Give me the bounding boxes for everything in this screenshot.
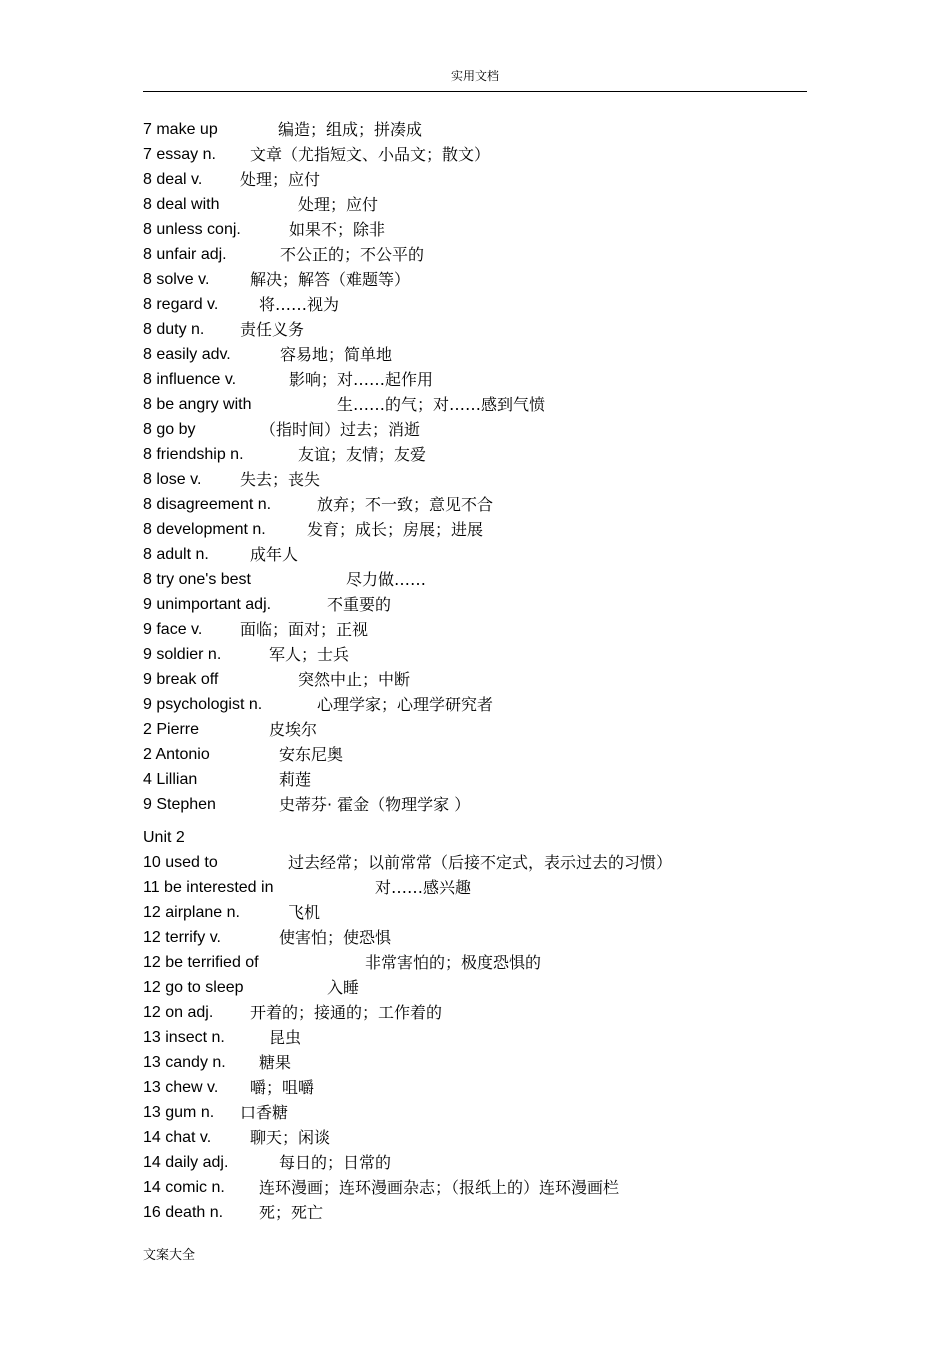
- vocab-meaning: 安东尼奥: [279, 745, 344, 764]
- vocab-meaning: 每日的；日常的: [279, 1153, 392, 1172]
- vocab-term: 9 soldier n.: [143, 646, 222, 663]
- vocab-entry: [143, 717, 843, 742]
- vocab-term: 8 unfair adj.: [143, 246, 227, 263]
- vocab-term: 9 break off: [143, 671, 219, 688]
- vocab-meaning: 解决；解答（难题等）: [250, 270, 411, 289]
- vocab-meaning: 将……视为: [259, 295, 340, 314]
- vocab-term: 16 death n.: [143, 1204, 224, 1221]
- footer-text: 文案大全: [143, 1248, 196, 1263]
- vocab-term: 13 insect n.: [143, 1029, 225, 1046]
- vocab-entry: [143, 1100, 843, 1125]
- vocab-meaning: 嚼；咀嚼: [250, 1078, 315, 1097]
- vocab-entry: [143, 742, 843, 767]
- vocab-entry: [143, 1125, 843, 1150]
- vocab-meaning: 友谊；友情；友爱: [298, 445, 427, 464]
- vocab-entry: [143, 642, 843, 667]
- vocab-entry: [143, 217, 843, 242]
- vocab-entry: [143, 1200, 843, 1225]
- vocab-term: 8 development n.: [143, 521, 266, 538]
- vocab-meaning: 心理学家；心理学研究者: [317, 695, 494, 714]
- unit-heading: [143, 825, 843, 850]
- vocab-meaning: 死；死亡: [259, 1203, 324, 1222]
- vocab-entry: [143, 542, 843, 567]
- vocab-meaning: 放弃；不一致；意见不合: [317, 495, 494, 514]
- vocab-entry: [143, 792, 843, 817]
- vocab-entry: [143, 142, 843, 167]
- vocab-entry: [143, 342, 843, 367]
- vocab-entry: [143, 467, 843, 492]
- vocab-meaning: 文章（尤指短文、小品文；散文）: [250, 145, 491, 164]
- vocab-term: 10 used to: [143, 854, 218, 871]
- vocab-entry: [143, 1175, 843, 1200]
- vocab-term: 8 regard v.: [143, 296, 219, 313]
- vocab-meaning: 连环漫画；连环漫画杂志；（报纸上的）连环漫画栏: [259, 1178, 620, 1197]
- vocab-entry: [143, 367, 843, 392]
- vocab-term: 12 airplane n.: [143, 904, 240, 921]
- vocab-meaning: 飞机: [288, 903, 321, 922]
- vocab-meaning: 军人；士兵: [269, 645, 350, 664]
- vocab-meaning: 不公正的；不公平的: [280, 245, 425, 264]
- vocabulary-list: [143, 117, 843, 1225]
- vocab-entry: [143, 950, 843, 975]
- header-text: 实用文档: [450, 69, 499, 83]
- page-header: [143, 67, 807, 92]
- vocab-entry: [143, 242, 843, 267]
- vocab-entry: [143, 317, 843, 342]
- vocab-term: 7 essay n.: [143, 146, 216, 163]
- vocab-meaning: 过去经常；以前常常（后接不定式，表示过去的习惯）: [288, 853, 673, 872]
- vocab-term: 8 influence v.: [143, 371, 237, 388]
- vocab-term: 12 be terrified of: [143, 954, 259, 971]
- vocab-entry: [143, 167, 843, 192]
- vocab-term: 8 friendship n.: [143, 446, 244, 463]
- vocab-meaning: 面临；面对；正视: [240, 620, 369, 639]
- vocab-term: 13 candy n.: [143, 1054, 226, 1071]
- vocab-meaning: 容易地；简单地: [280, 345, 393, 364]
- vocab-term: 12 go to sleep: [143, 979, 244, 996]
- vocab-term: 8 go by: [143, 421, 196, 438]
- vocab-meaning: 入睡: [327, 978, 360, 997]
- vocab-term: 8 deal with: [143, 196, 220, 213]
- vocab-entry: [143, 1000, 843, 1025]
- vocab-term: 12 terrify v.: [143, 929, 221, 946]
- vocab-meaning: 口香糖: [240, 1103, 289, 1122]
- vocab-meaning: （指时间）过去；消逝: [260, 420, 421, 439]
- vocab-meaning: 责任义务: [240, 320, 305, 339]
- vocab-term: 14 chat v.: [143, 1129, 212, 1146]
- vocab-entry: [143, 1150, 843, 1175]
- vocab-term: 9 unimportant adj.: [143, 596, 272, 613]
- vocab-entry: [143, 417, 843, 442]
- vocab-term: 8 adult n.: [143, 546, 209, 563]
- vocab-entry: [143, 117, 843, 142]
- vocab-meaning: 突然中止；中断: [298, 670, 411, 689]
- vocab-entry: [143, 1075, 843, 1100]
- vocab-entry: [143, 192, 843, 217]
- vocab-entry: [143, 1050, 843, 1075]
- vocab-meaning: 如果不；除非: [289, 220, 386, 239]
- vocab-term: 14 daily adj.: [143, 1154, 229, 1171]
- vocab-meaning: 不重要的: [327, 595, 392, 614]
- vocab-meaning: 莉莲: [279, 770, 312, 789]
- page-footer: [143, 1247, 195, 1265]
- vocab-meaning: 发育；成长；房展；进展: [307, 520, 484, 539]
- vocab-entry: [143, 442, 843, 467]
- vocab-term: 8 solve v.: [143, 271, 210, 288]
- vocab-entry: [143, 850, 843, 875]
- vocab-entry: [143, 517, 843, 542]
- vocab-meaning: 失去；丧失: [240, 470, 321, 489]
- vocab-term: 9 face v.: [143, 621, 203, 638]
- vocab-entry: [143, 875, 843, 900]
- vocab-entry: [143, 267, 843, 292]
- vocab-meaning: 使害怕；使恐惧: [279, 928, 392, 947]
- vocab-term: 12 on adj.: [143, 1004, 214, 1021]
- vocab-meaning: 处理；应付: [298, 195, 379, 214]
- vocab-meaning: 糖果: [259, 1053, 292, 1072]
- vocab-term: 4 Lillian: [143, 771, 198, 788]
- vocab-entry: [143, 692, 843, 717]
- vocab-term: 14 comic n.: [143, 1179, 225, 1196]
- vocab-entry: [143, 592, 843, 617]
- vocab-meaning: 编造；组成；拼凑成: [278, 120, 423, 139]
- vocab-entry: [143, 392, 843, 417]
- vocab-entry: [143, 292, 843, 317]
- vocab-meaning: 皮埃尔: [269, 720, 318, 739]
- vocab-meaning: 成年人: [250, 545, 299, 564]
- vocab-term: 8 unless conj.: [143, 221, 241, 238]
- vocab-meaning: 影响；对……起作用: [289, 370, 434, 389]
- section-gap: [143, 817, 843, 825]
- vocab-term: 13 gum n.: [143, 1104, 215, 1121]
- vocab-term: 2 Pierre: [143, 721, 200, 738]
- vocab-term: 8 try one's best: [143, 571, 251, 588]
- vocab-term: 8 disagreement n.: [143, 496, 272, 513]
- vocab-entry: [143, 767, 843, 792]
- vocab-entry: [143, 975, 843, 1000]
- vocab-term: 9 Stephen: [143, 796, 216, 813]
- vocab-meaning: 昆虫: [269, 1028, 302, 1047]
- vocab-entry: [143, 492, 843, 517]
- vocab-term: 2 Antonio: [143, 746, 210, 763]
- vocab-term: 8 lose v.: [143, 471, 202, 488]
- vocab-entry: [143, 900, 843, 925]
- vocab-term: 8 deal v.: [143, 171, 203, 188]
- vocab-term: 13 chew v.: [143, 1079, 219, 1096]
- vocab-entry: [143, 617, 843, 642]
- vocab-term: 8 easily adv.: [143, 346, 231, 363]
- vocab-meaning: 开着的；接通的；工作着的: [250, 1003, 443, 1022]
- vocab-term: 11 be interested in: [143, 879, 274, 896]
- vocab-term: 9 psychologist n.: [143, 696, 263, 713]
- vocab-meaning: 聊天；闲谈: [250, 1128, 331, 1147]
- unit-heading-text: Unit 2: [143, 829, 185, 846]
- vocab-term: 8 be angry with: [143, 396, 252, 413]
- vocab-meaning: 尽力做……: [346, 570, 427, 589]
- vocab-meaning: 非常害怕的；极度恐惧的: [365, 953, 542, 972]
- vocab-entry: [143, 667, 843, 692]
- vocab-entry: [143, 567, 843, 592]
- vocab-term: 8 duty n.: [143, 321, 205, 338]
- vocab-entry: [143, 1025, 843, 1050]
- vocab-meaning: 处理；应付: [240, 170, 321, 189]
- vocab-term: 7 make up: [143, 121, 218, 138]
- vocab-entry: [143, 925, 843, 950]
- vocab-meaning: 生……的气；对……感到气愤: [337, 395, 546, 414]
- vocab-meaning: 对……感兴趣: [375, 878, 472, 897]
- vocab-meaning: 史蒂芬· 霍金（物理学家 ）: [279, 795, 471, 814]
